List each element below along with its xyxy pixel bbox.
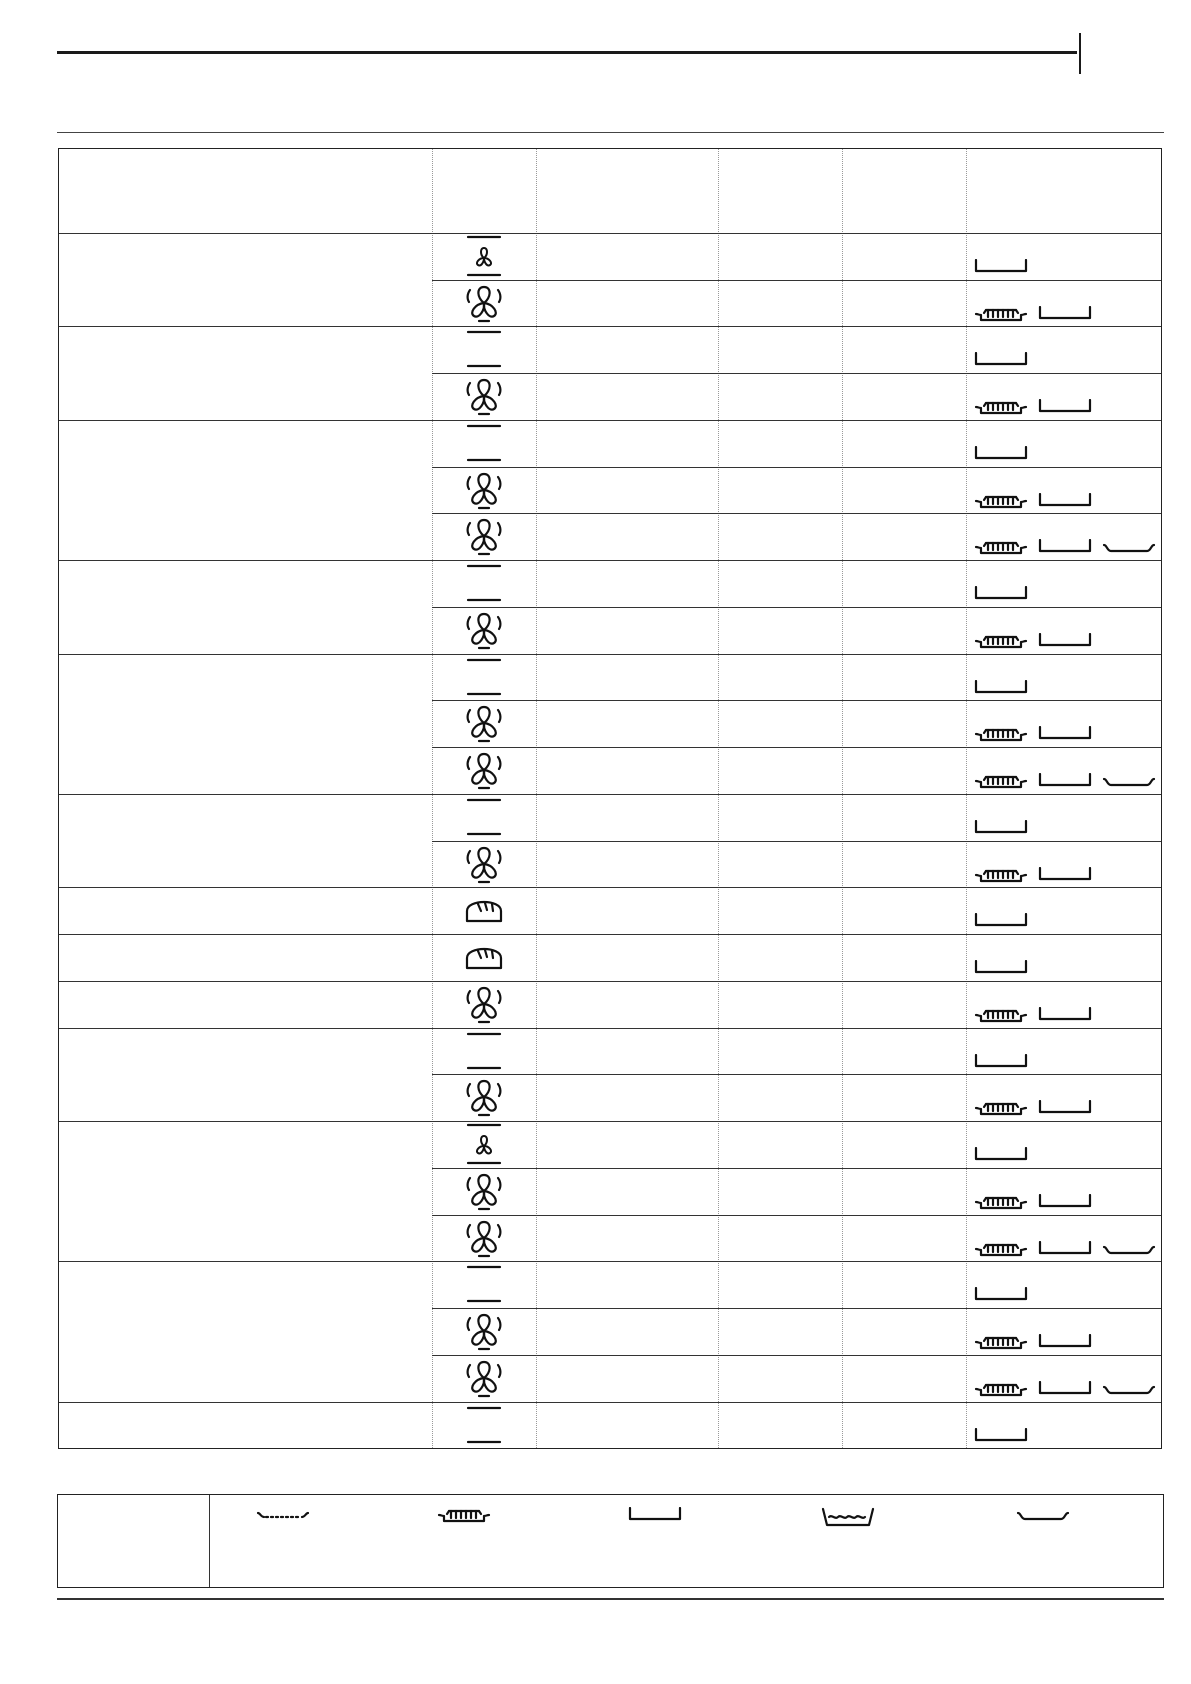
fan-large-icon — [462, 375, 506, 417]
tray-icon — [1038, 1241, 1092, 1255]
group-divider — [59, 560, 1161, 561]
grill-rack-icon — [974, 1334, 1028, 1350]
section-divider — [57, 132, 1164, 133]
header-rule — [57, 51, 1077, 54]
column-divider — [432, 149, 433, 1448]
row-divider — [432, 700, 1161, 701]
bread-icon — [462, 936, 506, 978]
tray-icon — [1038, 1100, 1092, 1114]
fan-small-icon — [462, 1123, 506, 1165]
column-divider — [842, 149, 843, 1448]
tray-icon — [974, 586, 1028, 600]
fan-large-icon — [462, 843, 506, 885]
tray-icon — [1038, 726, 1092, 740]
tray-icon — [1038, 1334, 1092, 1348]
fan-large-icon — [462, 515, 506, 557]
tray-icon — [1038, 1194, 1092, 1208]
row-divider — [432, 467, 1161, 468]
group-divider — [59, 1028, 1161, 1029]
tray-icon — [1038, 1007, 1092, 1021]
row-divider — [432, 1168, 1161, 1169]
tray-icon — [974, 1147, 1028, 1161]
grill-rack-icon — [974, 867, 1028, 883]
footer-rule — [57, 1598, 1164, 1600]
fan-large-icon — [462, 702, 506, 744]
row-divider — [432, 841, 1161, 842]
tray-icon — [974, 1428, 1028, 1442]
fan-large-icon — [462, 1076, 506, 1118]
header-divider — [59, 233, 1161, 234]
fan-large-icon — [462, 1217, 506, 1259]
tray-icon — [1038, 633, 1092, 647]
fan-large-icon — [462, 469, 506, 511]
row-divider — [432, 280, 1161, 281]
fan-large-icon — [462, 609, 506, 651]
tray-icon — [1038, 493, 1092, 507]
row-divider — [432, 1308, 1161, 1309]
cooking-table — [58, 148, 1162, 1449]
fan-large-icon — [462, 983, 506, 1025]
tray-icon — [974, 820, 1028, 834]
grill-rack-icon — [974, 633, 1028, 649]
grill-rack-icon — [974, 539, 1028, 555]
tray-icon — [1038, 306, 1092, 320]
row-divider — [432, 1074, 1161, 1075]
top-bottom-heat-icon — [462, 1404, 506, 1446]
grill-rack-icon — [974, 726, 1028, 742]
grill-rack-icon — [974, 1007, 1028, 1023]
grill-rack-icon — [974, 493, 1028, 509]
fan-small-icon — [462, 235, 506, 277]
fan-large-icon — [462, 1357, 506, 1399]
drip-pan-icon — [821, 1507, 875, 1534]
row-divider — [432, 747, 1161, 748]
group-divider — [59, 934, 1161, 935]
tray-icon — [974, 680, 1028, 694]
tray-icon — [1038, 539, 1092, 553]
grill-rack-icon — [974, 773, 1028, 789]
group-divider — [59, 887, 1161, 888]
header-tick-mark — [1079, 33, 1081, 74]
row-divider — [432, 513, 1161, 514]
column-divider — [536, 149, 537, 1448]
grill-rack-icon — [974, 399, 1028, 415]
fan-large-icon — [462, 749, 506, 791]
row-divider — [432, 607, 1161, 608]
group-divider — [59, 326, 1161, 327]
row-divider — [432, 1355, 1161, 1356]
grill-rack-icon — [437, 1507, 491, 1528]
grill-rack-icon — [974, 1381, 1028, 1397]
tray-icon — [974, 1287, 1028, 1301]
fan-large-icon — [462, 1310, 506, 1352]
flat-tray-icon — [1102, 773, 1156, 787]
top-bottom-heat-icon — [462, 1030, 506, 1072]
grill-rack-icon — [974, 1241, 1028, 1257]
wire-shelf-icon — [256, 1507, 310, 1526]
group-divider — [59, 794, 1161, 795]
top-bottom-heat-icon — [462, 422, 506, 464]
row-divider — [432, 373, 1161, 374]
tray-icon — [974, 259, 1028, 273]
grill-rack-icon — [974, 1194, 1028, 1210]
fan-large-icon — [462, 282, 506, 324]
row-divider — [432, 1215, 1161, 1216]
legend-divider — [209, 1495, 210, 1587]
tray-icon — [974, 446, 1028, 460]
column-divider — [966, 149, 967, 1448]
top-bottom-heat-icon — [462, 562, 506, 604]
group-divider — [59, 1121, 1161, 1122]
group-divider — [59, 420, 1161, 421]
top-bottom-heat-icon — [462, 1263, 506, 1305]
fan-large-icon — [462, 1170, 506, 1212]
group-divider — [59, 1402, 1161, 1403]
grill-rack-icon — [974, 306, 1028, 322]
tray-icon — [1038, 773, 1092, 787]
group-divider — [59, 981, 1161, 982]
flat-tray-icon — [1102, 1381, 1156, 1395]
tray-icon — [974, 913, 1028, 927]
flat-tray-icon — [1102, 539, 1156, 553]
top-bottom-heat-icon — [462, 656, 506, 698]
top-bottom-heat-icon — [462, 796, 506, 838]
tray-icon — [1038, 399, 1092, 413]
group-divider — [59, 1261, 1161, 1262]
top-bottom-heat-icon — [462, 328, 506, 370]
tray-icon — [974, 352, 1028, 366]
bread-icon — [462, 889, 506, 931]
column-divider — [718, 149, 719, 1448]
tray-icon — [1038, 1381, 1092, 1395]
accessory-legend — [57, 1494, 1164, 1588]
flat-tray-icon — [1102, 1241, 1156, 1255]
tray-icon — [974, 960, 1028, 974]
tray-icon — [974, 1054, 1028, 1068]
grill-rack-icon — [974, 1100, 1028, 1116]
flat-tray-icon — [1016, 1507, 1070, 1526]
tray-icon — [628, 1507, 682, 1526]
tray-icon — [1038, 867, 1092, 881]
group-divider — [59, 654, 1161, 655]
